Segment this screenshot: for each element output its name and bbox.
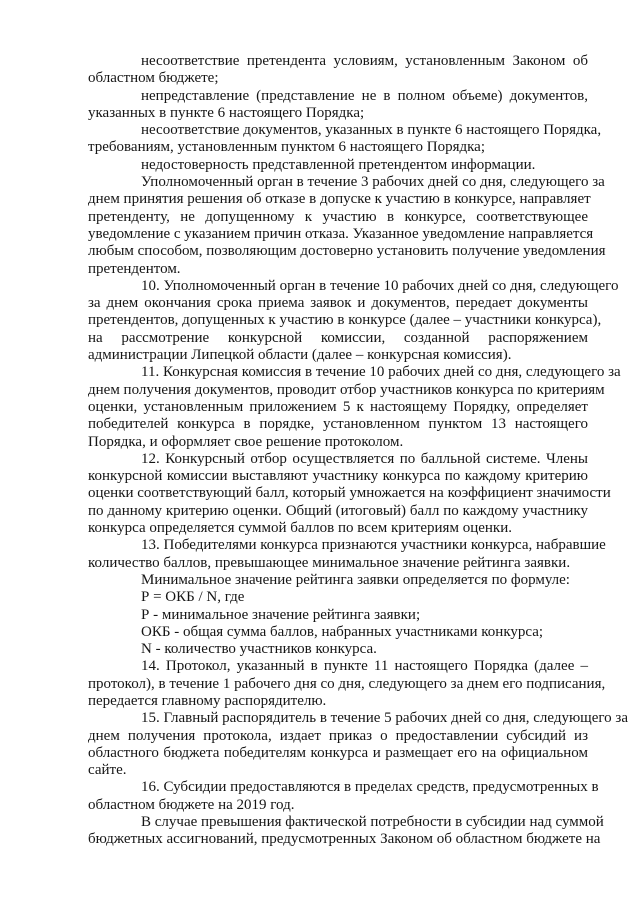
text-line: недостоверность представленной претендентом информации.: [141, 156, 536, 173]
text-line: на рассмотрение конкурсной комиссии, созданной распоряжением: [88, 329, 588, 346]
text-line: 12. Конкурсный отбор осуществляется по балльной системе. Члены: [141, 450, 588, 467]
text-line: несоответствие документов, указанных в пункте 6 настоящего Порядка,: [141, 122, 602, 139]
text-line: претенденту, не допущенному к участию в конкурсе, соответствующее: [88, 208, 588, 225]
text-line: областном бюджете;: [88, 70, 219, 87]
paragraph-item-12: [88, 450, 611, 537]
text-line: сайте.: [88, 762, 127, 779]
paragraph-formula-p: [88, 607, 588, 624]
paragraph-item-16: [88, 779, 599, 814]
text-line: протокол), в течение 1 рабочего дня со дня, следующего за днем его подписания,: [88, 675, 606, 692]
text-line: за днем окончания срока приема заявок и документов, передает документы: [88, 295, 588, 312]
paragraph-item-10: [88, 277, 619, 364]
formula-line: Р = ОКБ / N, где: [141, 589, 245, 606]
text-line: несоответствие претендента условиям, установленным Законом об: [141, 53, 588, 69]
paragraph-item-11: [88, 364, 621, 450]
text-line: любым способом, позволяющим достоверно установить получение уведомления: [88, 243, 606, 260]
paragraph-formula-okb: [88, 624, 588, 641]
text-line: областного бюджета победителям конкурса и размещает его на официальном: [88, 744, 588, 761]
text-line: Р - минимальное значение рейтинга заявки;: [141, 606, 421, 623]
paragraph-formula-n: [88, 641, 588, 658]
text-line: непредставление (представление не в полном объеме) документов,: [141, 87, 588, 104]
paragraph-item-14: [88, 658, 606, 710]
text-line: днем принятия решения об отказе в допуске к участию в конкурсе, направляет: [88, 191, 591, 208]
paragraph-documents-mismatch: [88, 122, 602, 157]
text-line: N - количество участников конкурса.: [141, 641, 377, 658]
paragraph-documents-missing: [88, 88, 588, 123]
text-line: 13. Победителями конкурса признаются участники конкурса, набравшие: [141, 537, 606, 554]
paragraph-false-information: [88, 157, 588, 174]
text-line: областном бюджете на 2019 год.: [88, 796, 295, 813]
text-line: количество баллов, превышающее минимальное значение рейтинга заявки.: [88, 554, 571, 571]
text-line: претендентом.: [88, 260, 181, 277]
text-line: 16. Субсидии предоставляются в пределах средств, предусмотренных в: [141, 779, 599, 796]
text-line: конкурсной комиссии выставляют участнику конкурса по каждому критерию: [88, 468, 588, 485]
text-line: днем получения документов, проводит отбор участников конкурса по критериям: [88, 381, 605, 398]
paragraph-formula: [88, 589, 588, 606]
text-line: В случае превышения фактической потребности в субсидии над суммой: [141, 814, 604, 831]
text-line: уведомление с указанием причин отказа. Указанное уведомление направляется: [88, 225, 594, 242]
paragraph-refusal-notice: [88, 174, 606, 278]
text-line: претендентов, допущенных к участию в конкурсе (далее – участники конкурса),: [88, 312, 602, 329]
paragraph-excess-demand: [88, 814, 604, 849]
paragraph-item-13: [88, 537, 606, 572]
text-line: 14. Протокол, указанный в пункте 11 настоящего Порядка (далее –: [141, 658, 588, 675]
text-line: оценки соответствующий балл, который умножается на коэффициент значимости: [88, 485, 611, 502]
paragraph-condition-mismatch: [88, 53, 588, 88]
text-line: передается главному распорядителю.: [88, 692, 327, 709]
text-line: 11. Конкурсная комиссия в течение 10 рабочих дней со дня, следующего за: [141, 364, 621, 381]
text-line: конкурса определяется суммой баллов по всем критериям оценки.: [88, 520, 512, 537]
paragraph-item-15: [88, 710, 628, 779]
text-line: Минимальное значение рейтинга заявки определяется по формуле:: [141, 571, 570, 588]
text-line: победителей конкурса в порядке, установленном пунктом 13 настоящего: [88, 416, 588, 433]
text-line: администрации Липецкой области (далее – конкурсная комиссия).: [88, 347, 512, 364]
text-line: по данному критерию оценки. Общий (итоговый) балл по каждому участнику: [88, 502, 588, 519]
text-line: днем получения протокола, издает приказ о предоставлении субсидий из: [88, 727, 588, 744]
text-line: 10. Уполномоченный орган в течение 10 рабочих дней со дня, следующего: [141, 277, 619, 294]
text-line: оценки, установленным приложением 5 к настоящему Порядку, определяет: [88, 398, 588, 415]
document-body: [88, 53, 628, 849]
text-line: ОКБ - общая сумма баллов, набранных участниками конкурса;: [141, 623, 544, 640]
text-line: указанных в пункте 6 настоящего Порядка;: [88, 104, 365, 121]
text-line: бюджетных ассигнований, предусмотренных Законом об областном бюджете на: [88, 831, 601, 848]
text-line: Уполномоченный орган в течение 3 рабочих дней со дня, следующего за: [141, 174, 605, 191]
paragraph-formula-intro: [88, 572, 588, 589]
text-line: 15. Главный распорядитель в течение 5 рабочих дней со дня, следующего за: [141, 710, 628, 727]
text-line: Порядка, и оформляет свое решение протоколом.: [88, 433, 404, 450]
text-line: требованиям, установленным пунктом 6 настоящего Порядка;: [88, 139, 486, 156]
